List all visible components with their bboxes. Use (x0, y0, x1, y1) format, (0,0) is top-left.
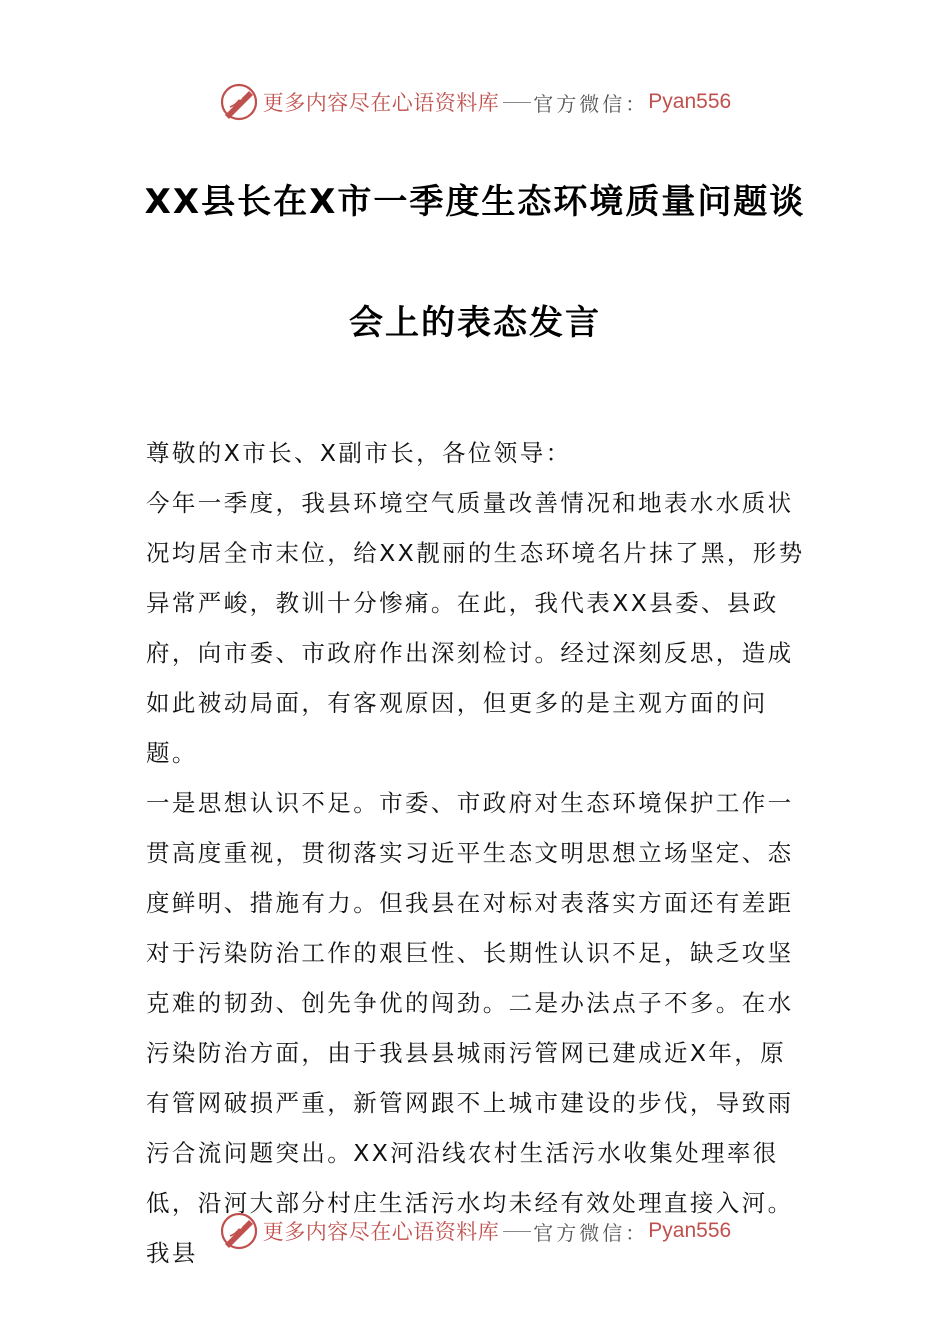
banner-dash (503, 1231, 531, 1232)
promo-text: 更多内容尽在心语资料库 (262, 1220, 500, 1244)
footer-banner (0, 1209, 950, 1253)
paragraph-2: 一是思想认识不足。市委、市政府对生态环境保护工作一贯高度重视，贯彻落实习近平生态文明思想立场坚定、态度鲜明、措施有力。但我县在对标对表落实方面还有差距对于污染防治工作的艰巨性、长期性认识不足，缺乏攻坚克难的韧劲、创先争优的闯劲。二是办法点子不多。在水污染防治方面，由于我县县城雨污管网已建成近X年，原有管网破损严重，新管网跟不上城市建设的步伐，导致雨污合流问题突出。XX河沿线农村生活污水收集处理率很低，沿河大部分村庄生活污水均未经有效处理直接入河。我县 (146, 789, 794, 1267)
wechat-id: Pyan556 (648, 1219, 732, 1242)
wechat-id: Pyan556 (648, 90, 732, 113)
pen-logo-icon (219, 1211, 259, 1251)
document-body (146, 428, 811, 1278)
promo-text: 更多内容尽在心语资料库 (262, 91, 500, 115)
header-banner (0, 80, 950, 124)
document-title-line-2: 会上的表态发言 (349, 303, 601, 343)
wechat-label: 官方微信： (533, 91, 649, 116)
salutation: 尊敬的X市长、X副市长，各位领导： (146, 439, 572, 467)
paragraph-1: 今年一季度，我县环境空气质量改善情况和地表水水质状况均居全市末位，给XX靓丽的生态环境名片抹了黑，形势异常严峻，教训十分惨痛。在此，我代表XX县委、县政府，向市委、市政府作出深刻检讨。经过深刻反思，造成如此被动局面，有客观原因，但更多的是主观方面的问题。 (146, 489, 805, 767)
pen-logo-icon (219, 82, 259, 122)
wechat-label: 官方微信： (533, 1220, 649, 1245)
document-title-line-1: XX县长在X市一季度生态环境质量问题谈 (144, 182, 806, 222)
banner-dash (503, 102, 531, 103)
